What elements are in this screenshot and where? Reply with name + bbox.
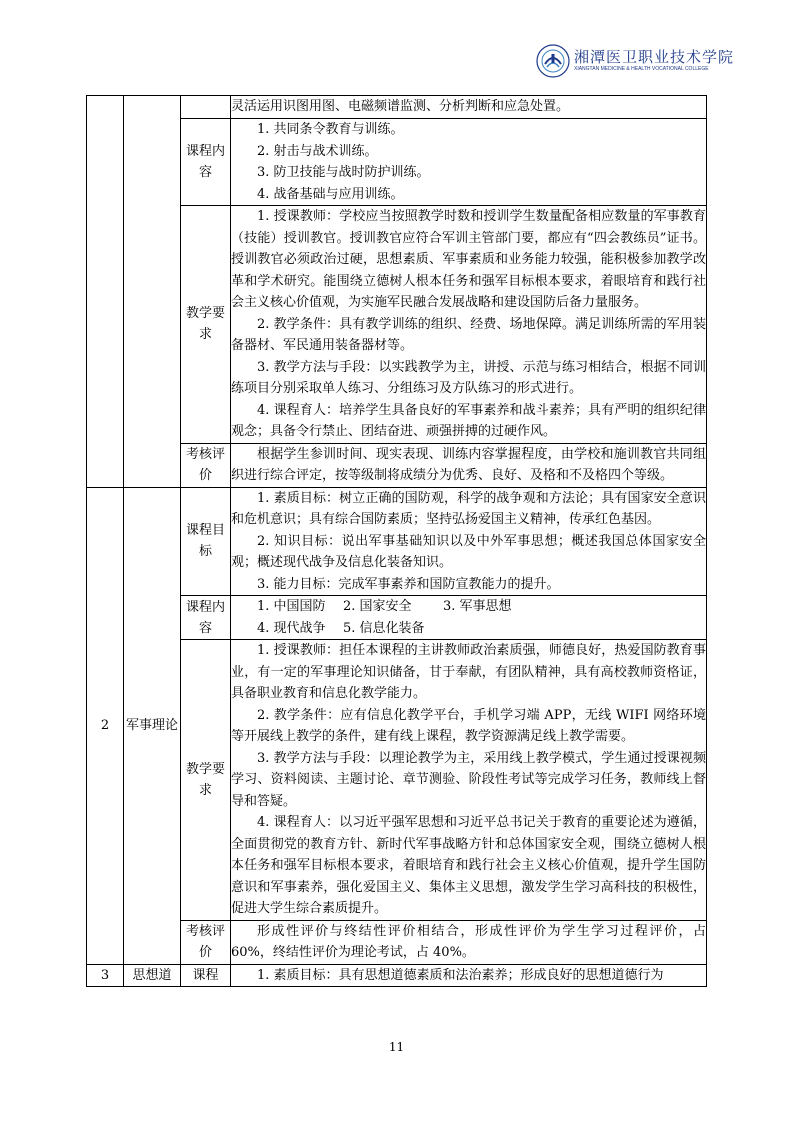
curriculum-table bbox=[86, 95, 707, 987]
row-label: 课程目标 bbox=[181, 487, 231, 596]
list-item: 5. 信息化装备 bbox=[343, 620, 425, 636]
course-goals: 1. 素质目标：具有思想道德素质和法治素养；形成良好的思想道德行为 bbox=[231, 964, 707, 987]
paragraph: 4. 课程育人：培养学生具备良好的军事素养和战斗素养；具有严明的组织纪律观念；具备令行禁止、团结奋进、顽强拼搏的过硬作风。 bbox=[231, 402, 706, 439]
course-name: 军事理论 bbox=[124, 487, 181, 964]
paragraph: 1. 授课教师：担任本课程的主讲教师政治素质强，师德良好，热爱国防教育事业，有一定的军事理论知识储备，甘于奉献，有团队精神，具有高校教师资格证，具备职业教育和信息化教学能力。 bbox=[231, 643, 706, 701]
list-item: 4. 战备基础与应用训练。 bbox=[257, 186, 404, 202]
course-goal-continued: 灵活运用识图用图、电磁频谱监测、分析判断和应急处置。 bbox=[231, 96, 707, 119]
paragraph: 1. 素质目标：树立正确的国防观，科学的战争观和方法论；具有国家安全意识和危机意识；具有综合国防素质；坚持弘扬爱国主义精神，传承红色基因。 bbox=[231, 490, 706, 527]
page-number: 11 bbox=[388, 1040, 405, 1054]
logo-english-name: XIANGTAN MEDICINE & HEALTH VOCATIONAL COLLEGE bbox=[574, 66, 709, 72]
row-label: 课程内容 bbox=[181, 596, 231, 640]
course-content bbox=[231, 596, 707, 640]
course-content bbox=[231, 119, 707, 206]
paragraph: 3. 能力目标：完成军事素养和国防宣教能力的提升。 bbox=[257, 576, 560, 592]
list-item: 1. 中国国防 bbox=[257, 599, 326, 614]
logo-chinese-name: 湘潭医卫职业技术学院 bbox=[574, 48, 735, 66]
list-item: 4. 现代战争 bbox=[257, 620, 326, 636]
list-item: 1. 共同条令教育与训练。 bbox=[257, 122, 404, 137]
paragraph: 2. 教学条件：具有教学训练的组织、经费、场地保障。满足训练所需的军用装备器材、军民通用装备器材等。 bbox=[231, 316, 706, 353]
college-emblem-icon bbox=[536, 44, 570, 78]
course-number: 3 bbox=[87, 964, 124, 987]
paragraph: 3. 教学方法与手段：以理论教学为主，采用线上教学模式，学生通过授课视频学习、资料阅读、主题讨论、章节测验、阶段性考试等完成学习任务，教师线上督导和答疑。 bbox=[231, 750, 706, 809]
college-logo bbox=[536, 44, 734, 78]
list-item: 3. 军事思想 bbox=[443, 599, 512, 614]
row-label: 考核评价 bbox=[181, 920, 231, 964]
course-name-cell bbox=[124, 96, 181, 488]
paragraph: 1. 授课教师：学校应当按照教学时数和授训学生数量配备相应数量的军事教育（技能）授训教官。授训教官应符合军训主管部门要，都应有“四会教练员”证书。授训教官必须政治过硬，思想素质、军事素质和业务能力较强，能积极参加教学改革和学术研究。能围绕立德树人根本任务和强军目标根本要求，着眼培育和践行社会主义核心价值观，为实施军民融合发展战略和建设国防后备力量服务。 bbox=[231, 209, 706, 310]
list-item: 2. 射击与战术训练。 bbox=[257, 143, 378, 159]
list-item: 3. 防卫技能与战时防护训练。 bbox=[257, 165, 430, 180]
paragraph: 4. 课程育人：以习近平强军思想和习近平总书记关于教育的重要论述为遵循，全面贯彻党的教育方针、新时代军事战略方针和总体国家安全观，围绕立德树人根本任务和强军目标根本要求，着眼培育和践行社会主义核心价值观，提升学生国防意识和军事素养，强化爱国主义、集体主义思想，激发学生学习高科技的积极性，促进大学生综合素质提升。 bbox=[231, 815, 706, 916]
assessment: 根据学生参训时间、现实表现、训练内容掌握程度，由学校和施训教官共同组织进行综合评定，按等级制将成绩分为优秀、良好、及格和不及格四个等级。 bbox=[231, 443, 707, 487]
row-label: 教学要求 bbox=[181, 206, 231, 444]
paragraph: 3. 教学方法与手段：以实践教学为主，讲授、示范与练习相结合，根据不同训练项目分别采取单人练习、分组练习及方队练习的形式进行。 bbox=[231, 359, 706, 396]
list-item: 2. 国家安全 bbox=[343, 599, 412, 614]
course-number: 2 bbox=[87, 487, 124, 964]
course-goals bbox=[231, 487, 707, 596]
course-name: 思想道 bbox=[124, 964, 181, 987]
teaching-requirements bbox=[231, 640, 707, 921]
course-number-cell bbox=[87, 96, 124, 488]
paragraph: 2. 知识目标：说出军事基础知识以及中外军事思想；概述我国总体国家安全观；概述现代战争及信息化装备知识。 bbox=[231, 533, 706, 570]
row-label: 课程内容 bbox=[181, 119, 231, 206]
row-label: 教学要求 bbox=[181, 640, 231, 921]
row-label bbox=[181, 96, 231, 119]
row-label: 考核评价 bbox=[181, 443, 231, 487]
paragraph: 2. 教学条件：应有信息化教学平台，手机学习端 APP，无线 WIFI 网络环境等开展线上教学的条件，建有线上课程，教学资源满足线上教学需要。 bbox=[231, 707, 706, 744]
teaching-requirements bbox=[231, 206, 707, 444]
table-row bbox=[87, 96, 707, 119]
table-row bbox=[87, 487, 707, 596]
row-label: 课程 bbox=[181, 964, 231, 987]
table-row bbox=[87, 964, 707, 987]
assessment: 形成性评价与终结性评价相结合，形成性评价为学生学习过程评价，占 60%，终结性评价为理论考试，占 40%。 bbox=[231, 920, 707, 964]
